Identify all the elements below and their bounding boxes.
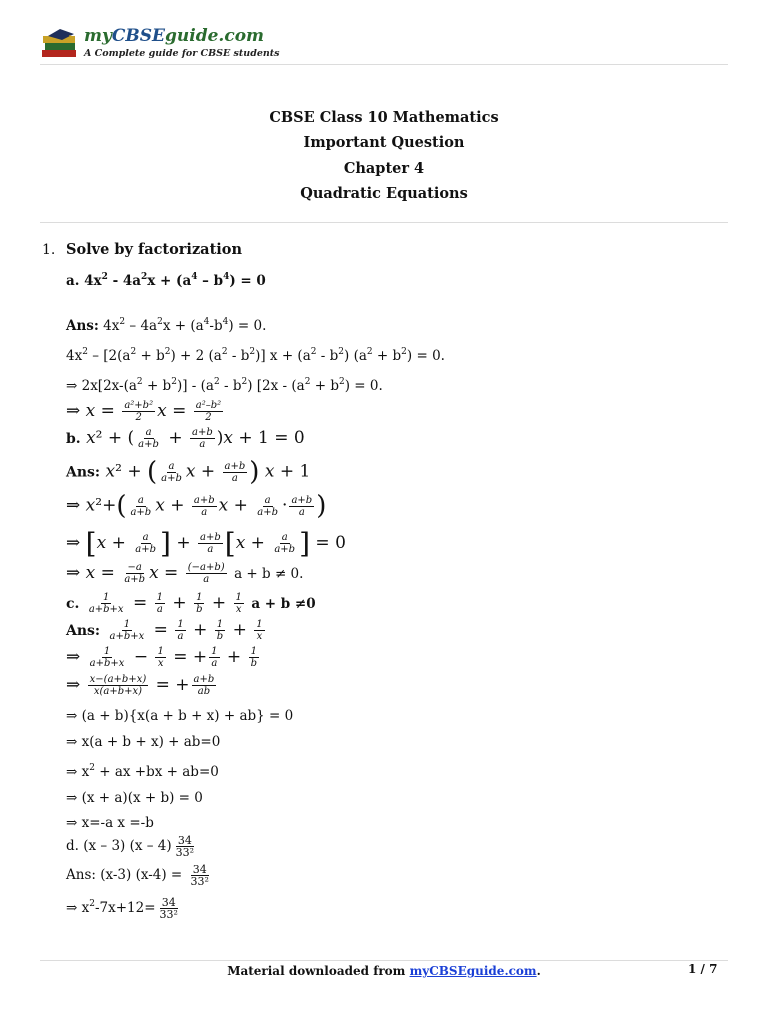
part-c-step-3: ⇒ $x^2$ + ax +bx + ab=0 [66, 763, 219, 780]
title-line-1: CBSE Class 10 Mathematics [269, 109, 499, 126]
site-logo[interactable] [40, 26, 280, 66]
question-number: 1. [42, 242, 56, 258]
part-b-equation: b. x² + ( $\frac{a}{a+b}$ + $\frac{a+b}{a}$ )x + 1 = 0 [66, 427, 305, 450]
part-c-step-1: ⇒ (a + b){x(a + b + x) + ab} = 0 [66, 708, 294, 724]
header-divider [40, 64, 728, 65]
part-d-step-1: ⇒ $x^2-7x+12=$ $\frac{34}{\text{33²}}$ [66, 896, 178, 921]
part-a-step-3: ⇒ x = $\frac{\text{a²+b²}}{2}$ x = $\frac{\text{a²–b²}}{2}$ [66, 400, 222, 423]
part-a-answer: Ans: $4x^2 - 4a^2x + (a^4-b^4) = 0$. [66, 317, 267, 334]
part-c-step-a: ⇒ $\frac{1}{a+b+x}$ − $\frac{1}{x}$ = + $\frac{1}{a}$ + $\frac{1}{b}$ [66, 646, 257, 669]
part-a-equation: a. $4x^2 - 4a^2x + (a^4 - b^4) = 0$ [66, 272, 266, 289]
title-divider [40, 222, 728, 223]
brand-tagline: A Complete guide for CBSE students [84, 48, 280, 59]
part-a-step-2: ⇒ $2x[2x-(a^2 + b^2)] - (a^2 - b^2)$ [$2x - (a^2 + b^2) = 0$. [66, 377, 383, 394]
part-c-step-5: ⇒ x=-a x =-b [66, 815, 154, 831]
part-c-step-b: ⇒ $\frac{x-(a+b+x)}{x(a+b+x)}$ = + $\frac{a+b}{ab}$ [66, 674, 215, 697]
page-number: 1 / 7 [688, 962, 718, 976]
part-d-answer: Ans: (x-3) (x-4) = $\frac{34}{\text{33²}}$ [66, 863, 209, 888]
title-line-4: Quadratic Equations [300, 185, 468, 202]
part-b-step-2: ⇒ [x + $\frac{a}{a+b}$ ] + $\frac{a+b}{a}$ [x + $\frac{a}{a+b}$ ] = 0 [66, 527, 346, 560]
books-logo-icon [40, 28, 80, 62]
title-line-3: Chapter 4 [343, 160, 425, 177]
brand-name: myCBSEguide.com [84, 26, 265, 46]
part-b-step-1: ⇒ x²+( $\frac{a}{a+b}$ x + $\frac{a+b}{a}$ x + $\frac{a}{a+b}$ · $\frac{a+b}{a}$ ) [66, 491, 327, 521]
part-a-step-1: $4x^2 - [2(a^2 + b^2) + 2$ $(a^2 - b^2)$] $x + (a^2 - b^2) (a^2 + b^2) = 0$. [66, 347, 445, 364]
part-c-step-2: ⇒ x(a + b + x) + ab=0 [66, 734, 221, 750]
title-line-2: Important Question [303, 134, 465, 151]
footer-divider [40, 960, 728, 961]
question-text: Solve by factorization [66, 241, 242, 258]
part-c-equation: c. $\frac{1}{a+b+x}$ = $\frac{1}{a}$ + $\frac{1}{b}$ + $\frac{1}{x}$ a + b ≠0 [66, 592, 316, 615]
part-c-answer: Ans: $\frac{1}{a+b+x}$ = $\frac{1}{a}$ + $\frac{1}{b}$ + $\frac{1}{x}$ [66, 619, 263, 642]
part-b-answer: Ans: x² + ( $\frac{a}{a+b}$ x + $\frac{a+b}{a}$ ) x + 1 [66, 457, 311, 487]
footer-link[interactable]: myCBSEguide.com [409, 964, 537, 978]
part-c-step-4: ⇒ (x + a)(x + b) = 0 [66, 790, 203, 806]
part-d-equation: d. (x – 3) (x – 4) $\frac{34}{\text{33²}}$ [66, 834, 195, 859]
part-b-step-3: ⇒ x = $\frac{-a}{a+b}$ x = $\frac{(-a+b)}{a}$ a + b ≠ 0. [66, 562, 304, 585]
footer-text: Material downloaded from myCBSEguide.com. [227, 964, 541, 978]
